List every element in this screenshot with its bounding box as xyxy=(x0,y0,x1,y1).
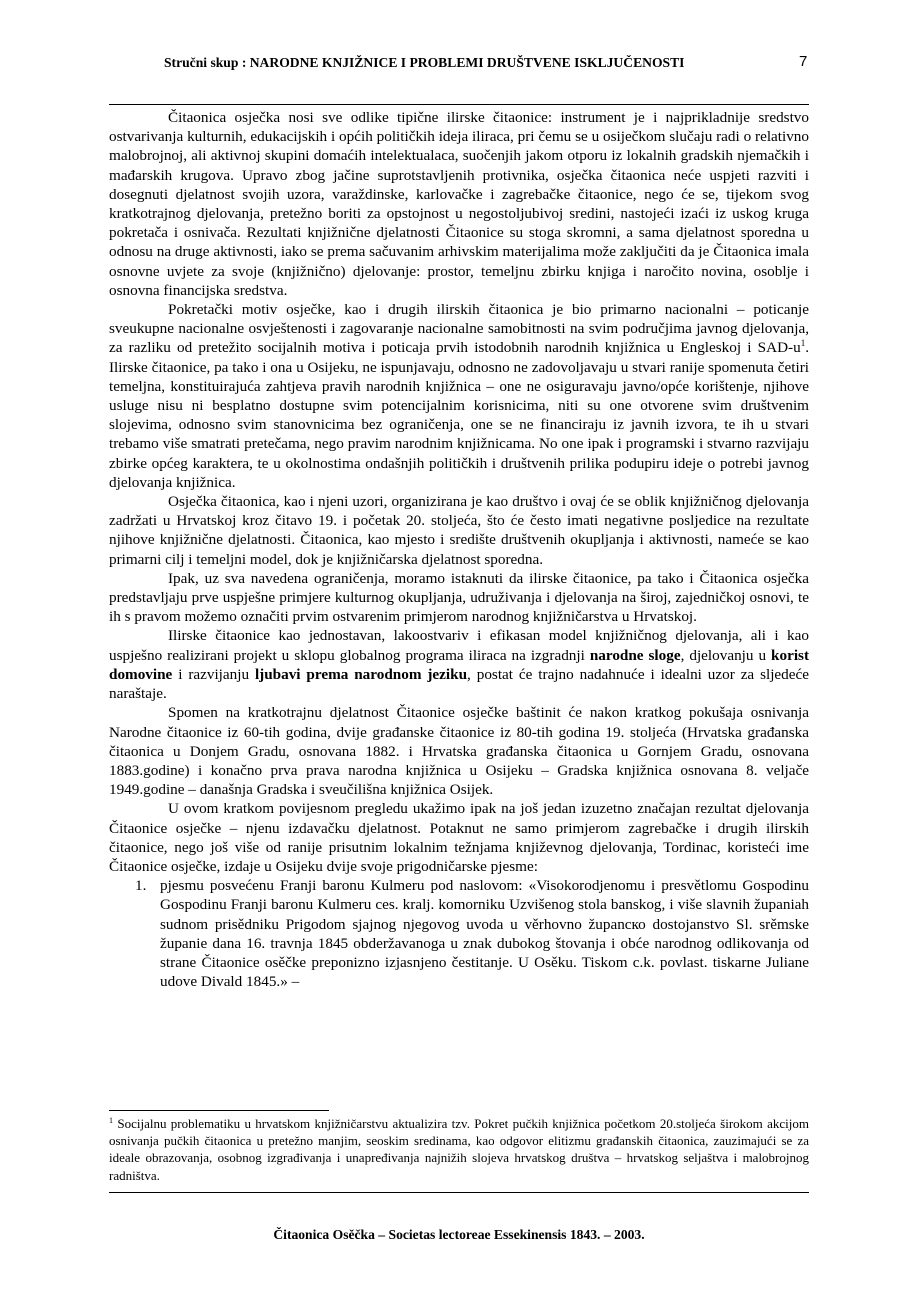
page-footer: Čitaonica Osěčka – Societas lectoreae Essekinensis 1843. – 2003. xyxy=(273,1227,645,1242)
header-title: Stručni skup : NARODNE KNJIŽNICE I PROBLEMI DRUŠTVENE ISKLJUČENOSTI xyxy=(164,55,685,70)
list-item-number: 1. xyxy=(135,877,147,895)
body-text xyxy=(109,108,809,991)
page-number: 7 xyxy=(799,53,808,70)
paragraph-2 xyxy=(109,300,809,492)
list-item-text: pjesmu posvećenu Franji baronu Kulmeru pod naslovom: «Visokorodjenomu i presvětlomu Gospodinu Gospodinu Franji baronu Kulmeru ces. kralj. komorniku Uzvišenog stola banskog, i više slavnih županiah sudnom prisědniku Prigodom sjajnog njegovog uvoda u věrhovno županско dostojanstvo Sl. srěmske županie dana 16. travnja 1845 obderžavanoga u znak dubokog štovanja i obće narodnog odlikovanja od strane Čitaonice osěčke preponizno izjasnjeno čestitanje. U Osěku. Tiskom c.k. povlast. tiskarne Juliane udove Divald 1845.» – xyxy=(160,877,809,991)
paragraph-3: Osječka čitaonica, kao i njeni uzori, organizirana je kao društvo i ovaj će se oblik knjižničnog djelovanja zadržati u Hrvatskoj kroz čitavo 19. i početak 20. stoljeća, što će često imati negativne posljedice na rezultate njihove knjižnične djelatnosti. Čitaonica, kao mjesto i središte društvenih okupljanja i aktivnosti, nameće se kao primarni cilj i temeljni model, dok je knjižničarska djelatnost sporedna. xyxy=(109,493,809,568)
footnote-reference[interactable]: 1 xyxy=(800,338,806,349)
header-divider xyxy=(109,104,809,105)
paragraph-5-text: Ilirske čitaonice kao jednostavan, lakoostvariv i efikasan model knjižničnog djelovanja, ali i kao uspješno realizirani projekt u sklopu globalnog programa iliraca na izgradnji xyxy=(109,627,809,664)
paragraph-5-text: , postat će trajno nadahnuće i idealni uzor za sljedeće naraštaje. xyxy=(109,665,809,703)
paragraph-5 xyxy=(109,626,809,703)
paragraph-5-text: i razvijanju xyxy=(172,665,255,683)
paragraph-2-text-a: Pokretački motiv osječke, kao i drugih ilirskih čitaonica je bio primarno nacionalni – poticanje sveukupne nacionalne osvještenosti i zagovaranje nacionalne samobitnosti na svim područjima javnog djelovanja, za razliku od pretežito socijalnih motiva i poticaja prvih istodobnih narodnih knjižnica u Engleskoj i SAD-u xyxy=(109,301,809,357)
paragraph-2-text-b: . Ilirske čitaonice, pa tako i ona u Osijeku, ne ispunjavaju, odnosno ne zadovoljavaju u stvari ranije spomenuta četiri temeljna, konstituirajuća zahtjeva pravih narodnih knjižnica – one ne osiguravaju javno/opće korištenje, njihove usluge nisu ni besplatno dostupne svim potencijalnim korisnicima, niti su one otvorene svim društvenim slojevima, odnosno svim stanovnicima bez ograničenja, one se ne financiraju iz javnih izvora, te ih u stvari trebamo više smatrati pretečama, nego pravim narodnim knjižnicama. No one ipak i programski i stvarno razvijaju zbirke općeg karaktera, te u okolnostima ondašnjih političkih i društvenih prilika podupiru ideje o potrebi javnog djelovanja knjižnica. xyxy=(109,339,809,491)
footnote-number: 1 xyxy=(109,1116,113,1125)
paragraph-6: Spomen na kratkotrajnu djelatnost Čitaonice osječke baštinit će nakon kratkog pokušaja osnivanja Narodne čitaonice iz 60-tih godina, dvije građanske čitaonice iz 80-tih godina 19. stoljeća (Hrvatska građanska čitaonica u Donjem Gradu, osnovana 1882. i Hrvatska građanska čitaonica u Gornjem Gradu, osnovana 1883.godine) i konačno prva prava narodna knjižnica u Osijeku – Gradska knjižnica osnovana 8. veljače 1949.godine – današnja Gradska i sveučilišna knjižnica Osijek. xyxy=(109,704,809,799)
footer-divider xyxy=(109,1192,809,1193)
numbered-list xyxy=(109,876,809,991)
paragraph-4: Ipak, uz sva navedena ograničenja, moramo istaknuti da ilirske čitaonice, pa tako i Čitaonica osječka predstavljaju prve uspješne primjere kulturnog okupljanja, udruživanja i djelovanja na široj, zajedničkoj osnovi, te ih s pravom možemo označiti prvim ostvarenim primjerom narodnog knjižničarstva u Hrvatskoj. xyxy=(109,569,809,626)
page-header xyxy=(109,55,809,75)
emphasis-narodne-sloge: narodne sloge xyxy=(589,646,681,664)
list-item xyxy=(109,876,809,991)
paragraph-5-text: , djelovanju u xyxy=(680,646,772,664)
footnote-text: Socijalnu problematiku u hrvatskom knjižničarstvu aktualizira tzv. Pokret pučkih knjižnica početkom 20.stoljeća širokom akcijom osnivanja pučkih čitaonica u pretežno manjim, seoskim sredinama, kao odgovor elitizmu građanskih čitaonica, zauzimajući se za ideale obrazovanja, osobnog izgrađivanja i unapređivanja najnižih slojeva hrvatskog društva – hrvatskog seljaštva i malobrojnog radništva. xyxy=(109,1116,809,1183)
footnote xyxy=(109,1115,809,1184)
footnote-divider xyxy=(109,1110,329,1111)
paragraph-1: Čitaonica osječka nosi sve odlike tipične ilirske čitaonice: instrument je i najprikladnije sredstvo ostvarivanja kulturnih, edukacijskih i općih političkih ideja iliraca, pri čemu se u osiječkom slučaju radi o relativno malobrojnoj, ali aktivnoj skupini domaćih intelektualaca, suočenjih jakom otporu iz lokalnih gradskih njemačkih i mađarskih krugova. Upravo zbog jačine suprotstavljenih protivnika, osječka čitaonica neće uspjeti razviti i dosegnuti djelatnost svojih uzora, varaždinske, karlovačke i zagrebačke čitaonice, nego će se, tijekom svog kratkotrajnog djelovanja, pretežno boriti za opstojnost u negostoljubivoj sredini, nastojeći izaći iz uskog kruga pokretača i osnivača. Rezultati knjižnične djelatnosti Čitaonice su stoga skromni, a sama djelatnost sporedna u odnosu na druge aktivnosti, iako se prema sačuvanim arhivskim materijalima može zaključiti da je Čitaonica imala osnovne uvjete za svoje (knjižnično) djelovanje: prostor, temeljnu zbirku knjiga i naročito novina, osoblje i osnovna financijska sredstva. xyxy=(109,109,809,299)
emphasis-korist-domovine: korist domovine xyxy=(109,646,810,683)
paragraph-7: U ovom kratkom povijesnom pregledu ukažimo ipak na još jedan izuzetno značajan rezultat djelovanja Čitaonice osječke – njenu izdavačku djelatnost. Potaknut ne samo primjerom zagrebačke i drugih ilirskih čitaonice, nego još više od ranije prisutnim lokalnim težnjama književnog djelovanja, Tordinac, koristeći ime Čitaonice osječke, izdaje u Osijeku dvije svoje prigodničarske pjesme: xyxy=(109,800,809,875)
emphasis-ljubavi-prema-jeziku: ljubavi prema narodnom jeziku xyxy=(254,665,468,683)
